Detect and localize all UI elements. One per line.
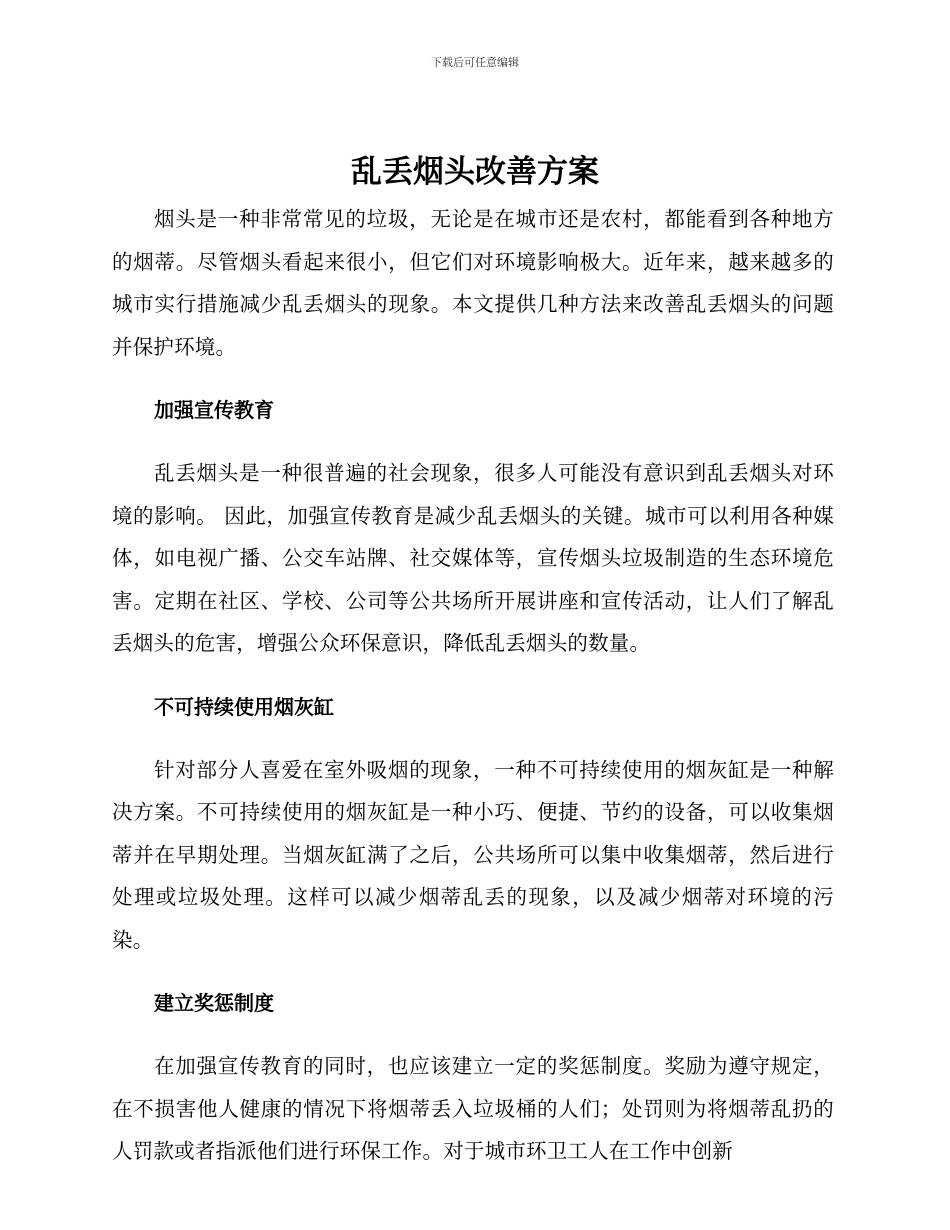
document-body xyxy=(112,198,834,1173)
section-heading-publicity: 加强宣传教育 xyxy=(154,398,274,422)
header-note: 下载后可任意编辑 xyxy=(431,56,519,69)
intro-paragraph: 烟头是一种非常常见的垃圾，无论是在城市还是农村，都能看到各种地方的烟蒂。尽管烟头看起来很小，但它们对环境影响极大。近年来，越来越多的城市实行措施减少乱丢烟头的现象。本文提供几种方法来改善乱丢烟头的问题并保护环境。 xyxy=(112,207,834,359)
document-title: 乱丢烟头改善方案 xyxy=(351,154,599,190)
section-heading-ashtray: 不可持续使用烟灰缸 xyxy=(154,694,334,719)
section-heading-rewards: 建立奖惩制度 xyxy=(154,991,274,1015)
section-paragraph-rewards: 在加强宣传教育的同时，也应该建立一定的奖惩制度。奖励为遵守规定，在不损害他人健康的情况下将烟蒂丢入垃圾桶的人们；处罚则为将烟蒂乱扔的人罚款或者指派他们进行环保工作。对于城市环卫工人在工作中创新 xyxy=(112,1054,834,1163)
section-paragraph-ashtray: 针对部分人喜爱在室外吸烟的现象，一种不可持续使用的烟灰缸是一种解决方案。不可持续使用的烟灰缸是一种小巧、便捷、节约的设备，可以收集烟蒂并在早期处理。当烟灰缸满了之后，公共场所可以集中收集烟蒂，然后进行处理或垃圾处理。这样可以减少烟蒂乱丢的现象，以及减少烟蒂对环境的污染。 xyxy=(112,757,834,952)
section-paragraph-publicity: 乱丢烟头是一种很普遍的社会现象，很多人可能没有意识到乱丢烟头对环境的影响。 因此，加强宣传教育是减少乱丢烟头的关键。城市可以利用各种媒体，如电视广播、公交车站牌、社交媒体等，宣传烟头垃圾制造的生态环境危害。定期在社区、学校、公司等公共场所开展讲座和宣传活动，让人们了解乱丢烟头的危害，增强公众环保意识，降低乱丢烟头的数量。 xyxy=(112,461,834,655)
